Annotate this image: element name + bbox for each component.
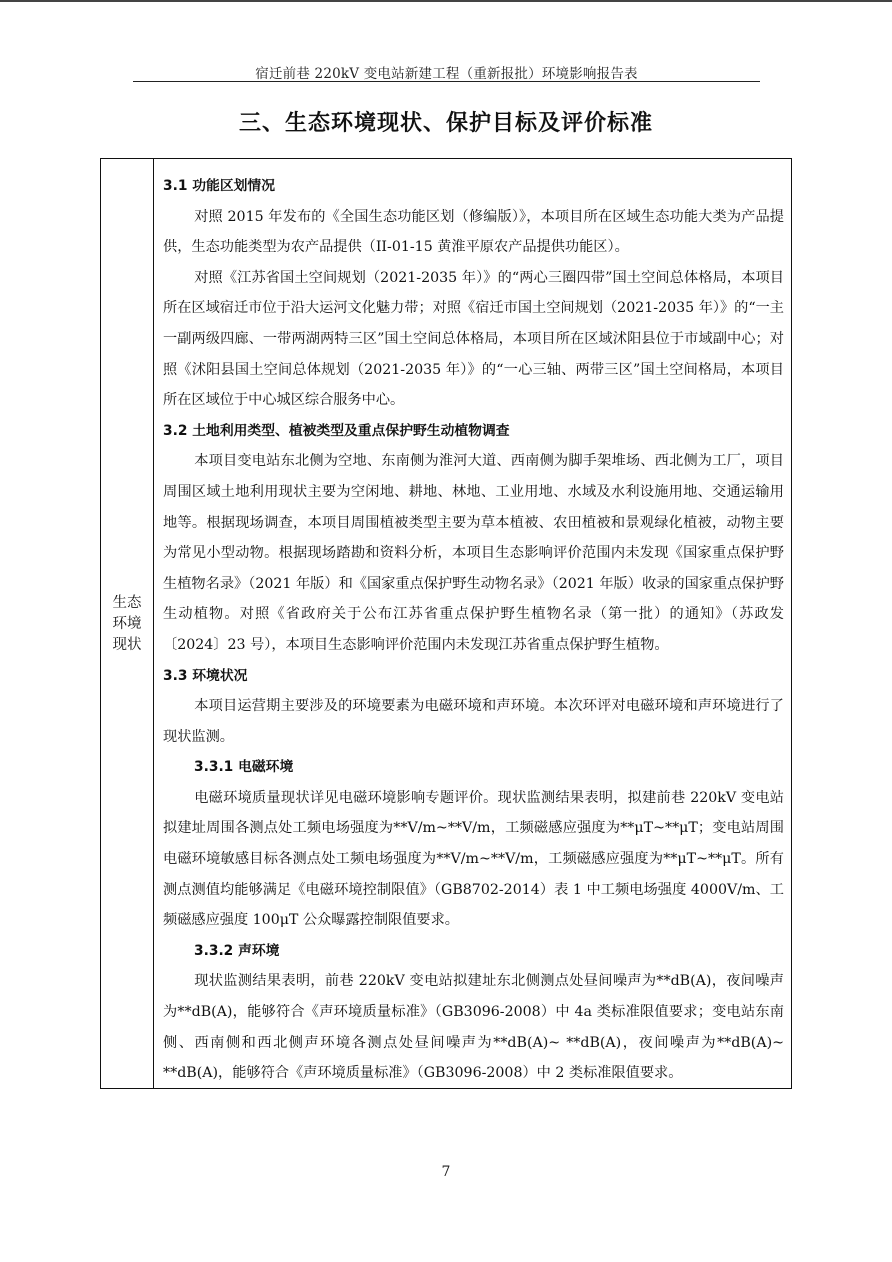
content-table: [100, 158, 792, 1089]
section-heading-3-2: 3.2 土地利用类型、植被类型及重点保护野生动植物调查: [163, 422, 510, 439]
paragraph: 现状监测结果表明，前巷 220kV 变电站拟建址东北侧测点处昼间噪声为**dB(A)，夜间噪声为**dB(A)，能够符合《声环境质量标准》（GB3096-2008）中 4a 类标准限值要求；变电站东南侧、西南侧和西北侧声环境各测点处昼间噪声为**dB(A)~ **dB(A)，夜间噪声为**dB(A)~ **dB(A)，能够符合《声环境质量标准》（GB3096-2008）中 2 类标准限值要求。: [163, 973, 784, 1082]
row-label-line: 环境: [112, 616, 142, 632]
row-label-line: 现状: [112, 637, 142, 653]
subsection-heading-3-3-2: 3.3.2 声环境: [194, 942, 280, 959]
subsection-heading-3-3-1: 3.3.1 电磁环境: [194, 759, 294, 776]
column-divider: [153, 159, 154, 1088]
report-header: 宿迁前巷 220kV 变电站新建工程（重新报批）环境影响报告表: [255, 66, 638, 82]
header-rule: [133, 81, 760, 82]
section-heading-3-3: 3.3 环境状况: [163, 667, 248, 684]
paragraph: 本项目变电站东北侧为空地、东南侧为淮河大道、西南侧为脚手架堆场、西北侧为工厂，项目周围区域土地利用现状主要为空闲地、耕地、林地、工业用地、水域及水利设施用地、交通运输用地等。根据现场调查，本项目周围植被类型主要为草本植被、农田植被和景观绿化植被，动物主要为常见小型动物。根据现场踏勘和资料分析，本项目生态影响评价范围内未发现《国家重点保护野生植物名录》（2021 年版）和《国家重点保护野生动物名录》（2021 年版）收录的国家重点保护野生动植物。对照《省政府关于公布江苏省重点保护野生植物名录（第一批）的通知》（苏政发〔2024〕23 号），本项目生态影响评价范围内未发现江苏省重点保护野生植物。: [163, 453, 784, 653]
content-cell: [163, 171, 784, 1089]
paragraph: 电磁环境质量现状详见电磁环境影响专题评价。现状监测结果表明，拟建前巷 220kV 变电站拟建址周围各测点处工频电场强度为**V/m~**V/m，工频磁感应强度为**μT~**μT；变电站周围电磁环境敏感目标各测点处工频电场强度为**V/m~**V/m，工频磁感应强度为**μT~**μT。所有测点测值均能够满足《电磁环境控制限值》（GB8702-2014）表 1 中工频电场强度 4000V/m、工频磁感应强度 100μT 公众曝露控制限值要求。: [163, 789, 784, 929]
paragraph: 对照《江苏省国土空间规划（2021-2035 年）》的“两心三圈四带”国土空间总体格局，本项目所在区域宿迁市位于沿大运河文化魅力带；对照《宿迁市国土空间规划（2021-2035 年）》的“一主一副两级四廊、一带两湖两特三区”国土空间总体格局，本项目所在区域沭阳县位于市域副中心；对照《沭阳县国土空间总体规划（2021-2035 年）》的“一心三轴、两带三区”国土空间格局，本项目所在区域位于中心城区综合服务中心。: [163, 269, 784, 409]
section-heading-3-1: 3.1 功能区划情况: [163, 178, 276, 194]
paragraph: 本项目运营期主要涉及的环境要素为电磁环境和声环境。本次环评对电磁环境和声环境进行了现状监测。: [163, 698, 784, 745]
paragraph: 对照 2015 年发布的《全国生态功能区划（修编版）》，本项目所在区域生态功能大类为产品提供，生态功能类型为农产品提供（II-01-15 黄淮平原农产品提供功能区）。: [163, 208, 784, 256]
row-label-line: 生态: [112, 595, 142, 611]
top-border: [0, 0, 892, 2]
page-title: 三、生态环境现状、保护目标及评价标准: [238, 111, 653, 136]
row-label: [101, 593, 153, 656]
page-number: 7: [441, 1164, 451, 1180]
